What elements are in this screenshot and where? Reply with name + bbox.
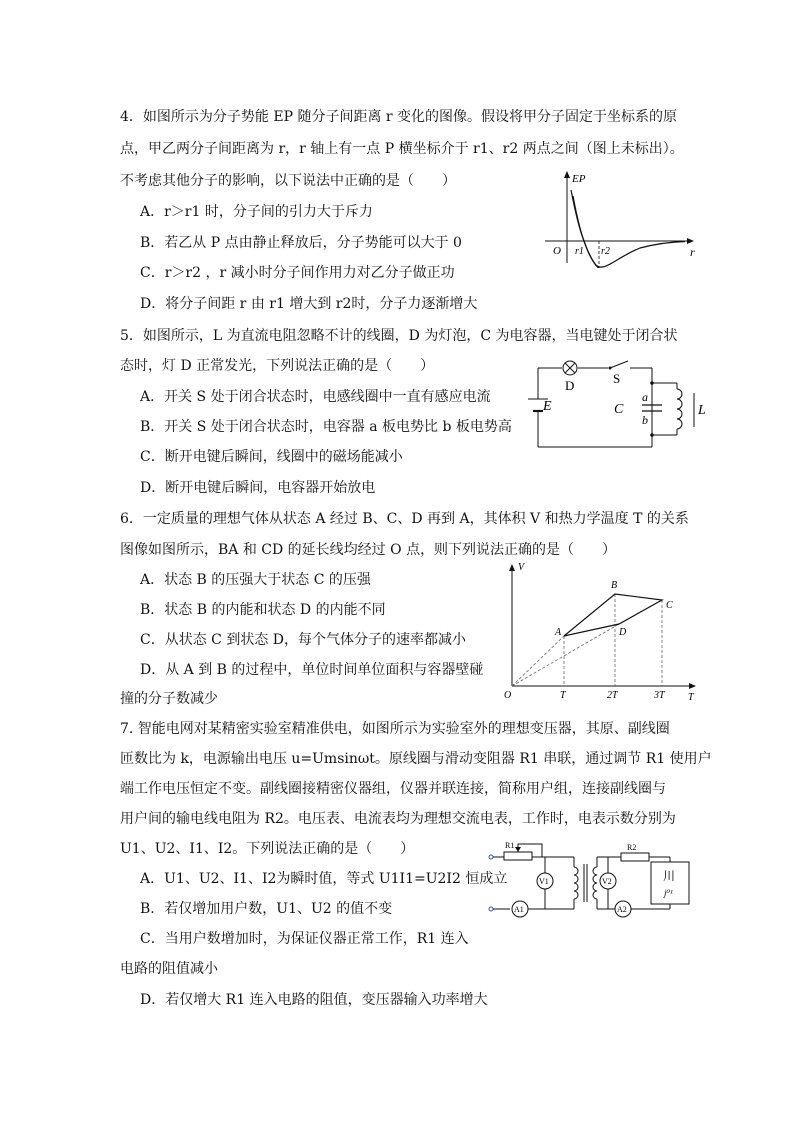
q7-stem-line-2: 匝数比为 k，电源输出电压 u=Umsinωt。原线圈与滑动变阻器 R1 串联，通过调节 R1 使用户 bbox=[120, 751, 712, 767]
q4-option-a[interactable]: A．r＞r1 时，分子间的引力大于斥力 bbox=[140, 204, 373, 220]
q6-option-c[interactable]: C．从状态 C 到状态 D，每个气体分子的速率都减小 bbox=[140, 632, 466, 648]
q5-option-c[interactable]: C．断开电键后瞬间，线圈中的磁场能减小 bbox=[140, 449, 403, 465]
q7-user-group-label: 川 bbox=[663, 869, 676, 883]
q7-v2-meter: V2 bbox=[602, 877, 612, 886]
q7-stem-line-4: 用户间的输电线电阻为 R2。电压表、电流表均为理想交流电表，工作时，电表示数分别为 bbox=[120, 811, 676, 827]
q6-axis-t-label: T bbox=[688, 692, 694, 700]
q4-stem-line-3: 不考虑其他分子的影响，以下说法中正确的是（ ） bbox=[120, 173, 456, 189]
q5-switch-s-label: S bbox=[613, 371, 621, 386]
q7-transformer-circuit-diagram bbox=[484, 830, 694, 920]
q5-option-a[interactable]: A．开关 S 处于闭合状态时，电感线圈中一直有感应电流 bbox=[140, 389, 491, 405]
q6-tick-3t: 3T bbox=[654, 690, 665, 700]
q6-tick-t: T bbox=[560, 690, 566, 700]
q7-option-a[interactable]: A．U1、U2、I1、I2为瞬时值，等式 U1I1=U2I2 恒成立 bbox=[140, 871, 508, 887]
q4-r1-label: r1 bbox=[575, 246, 584, 257]
q7-stem-line-5: U1、U2、I1、I2。下列说法正确的是（ ） bbox=[120, 841, 415, 857]
q5-option-d[interactable]: D．断开电键后瞬间，电容器开始放电 bbox=[140, 480, 376, 496]
q7-a1-meter: A1 bbox=[514, 905, 524, 914]
q4-option-b[interactable]: B．若乙从 P 点由静止释放后，分子势能可以大于 0 bbox=[140, 235, 462, 251]
q4-axis-r-label: r bbox=[690, 245, 695, 259]
q5-lamp-d-label: D bbox=[565, 378, 575, 393]
q6-tick-2t: 2T bbox=[607, 690, 618, 700]
q6-origin-label: O bbox=[504, 690, 512, 700]
q5-battery-e-label: E bbox=[543, 399, 552, 414]
q7-a2-meter: A2 bbox=[617, 905, 627, 914]
q6-option-b[interactable]: B．状态 B 的内能和状态 D 的内能不同 bbox=[140, 602, 386, 618]
q4-origin-label: O bbox=[553, 245, 561, 257]
q5-plate-b-label: b bbox=[642, 413, 648, 427]
q4-potential-energy-graph bbox=[540, 168, 700, 268]
q7-r2-label: R2 bbox=[627, 843, 637, 852]
q5-option-b[interactable]: B．开关 S 处于闭合状态时，电容器 a 板电势比 b 板电势高 bbox=[140, 419, 512, 435]
q6-state-a-label: A bbox=[555, 627, 562, 638]
q5-inductor-l-label: L bbox=[698, 403, 706, 418]
q6-option-d-line-1[interactable]: D．从 A 到 B 的过程中，单位时间单位面积与容器壁碰 bbox=[140, 662, 484, 678]
q7-r1-label: R1 bbox=[505, 841, 515, 850]
q7-option-d[interactable]: D．若仅增大 R1 连入电路的阻值，变压器输入功率增大 bbox=[140, 992, 488, 1008]
q5-capacitor-c-label: C bbox=[614, 402, 624, 417]
q7-stem-line-3: 端工作电压恒定不变。副线圈接精密仪器组，仪器并联连接，简称用户组，连接副线圈与 bbox=[120, 781, 666, 797]
q6-state-c-label: C bbox=[666, 600, 673, 611]
q7-stem-line-1: 7. 智能电网对某精密实验室精准供电，如图所示为实验室外的理想变压器，其原、副线圈 bbox=[120, 721, 670, 737]
q5-stem-line-2: 态时，灯 D 正常发光，下列说法正确的是（ ） bbox=[120, 358, 435, 374]
q7-v1-meter: V1 bbox=[539, 877, 549, 886]
q6-option-d-line-2: 撞的分子数减少 bbox=[120, 691, 218, 707]
q6-axis-v-label: V bbox=[518, 562, 525, 573]
q7-option-b[interactable]: B．若仅增加用户数，U1、U2 的值不变 bbox=[140, 901, 393, 917]
q4-option-d[interactable]: D．将分子间距 r 由 r1 增大到 r2时，分子力逐渐增大 bbox=[140, 296, 478, 312]
q7-user-group-sublabel: j⁰¹ bbox=[664, 888, 673, 898]
q4-stem-line-2: 点，甲乙两分子间距离为 r，r 轴上有一点 P 横坐标介于 r1、r2 两点之间（图上未标出）。 bbox=[120, 141, 684, 157]
q6-state-b-label: B bbox=[611, 580, 618, 591]
q4-stem-line-1: 4．如图所示为分子势能 EP 随分子间距离 r 变化的图像。假设将甲分子固定于坐标系的原 bbox=[120, 109, 678, 125]
q6-volume-temperature-graph bbox=[500, 558, 705, 700]
q5-lc-circuit-diagram bbox=[522, 355, 712, 455]
q5-plate-a-label: a bbox=[642, 390, 648, 404]
q4-r2-label: r2 bbox=[601, 246, 610, 257]
q6-stem-line-2: 图像如图所示，BA 和 CD 的延长线均经过 O 点，则下列说法正确的是（ ） bbox=[120, 542, 617, 558]
q4-axis-ep-label: EP bbox=[572, 173, 586, 185]
q6-state-d-label: D bbox=[619, 627, 627, 638]
q6-stem-line-1: 6．一定质量的理想气体从状态 A 经过 B、C、D 再到 A，其体积 V 和热力学温度 T 的关系 bbox=[120, 511, 689, 527]
q4-option-c[interactable]: C．r＞r2 ，r 减小时分子间作用力对乙分子做正功 bbox=[140, 265, 455, 281]
q6-option-a[interactable]: A．状态 B 的压强大于状态 C 的压强 bbox=[140, 572, 371, 588]
q7-option-c-line-2: 电路的阻值减小 bbox=[120, 961, 218, 977]
q7-option-c-line-1[interactable]: C．当用户数增加时，为保证仪器正常工作，R1 连入 bbox=[140, 931, 469, 947]
q5-stem-line-1: 5．如图所示，L 为直流电阻忽略不计的线圈，D 为灯泡，C 为电容器，当电键处于闭合状 bbox=[120, 328, 678, 344]
